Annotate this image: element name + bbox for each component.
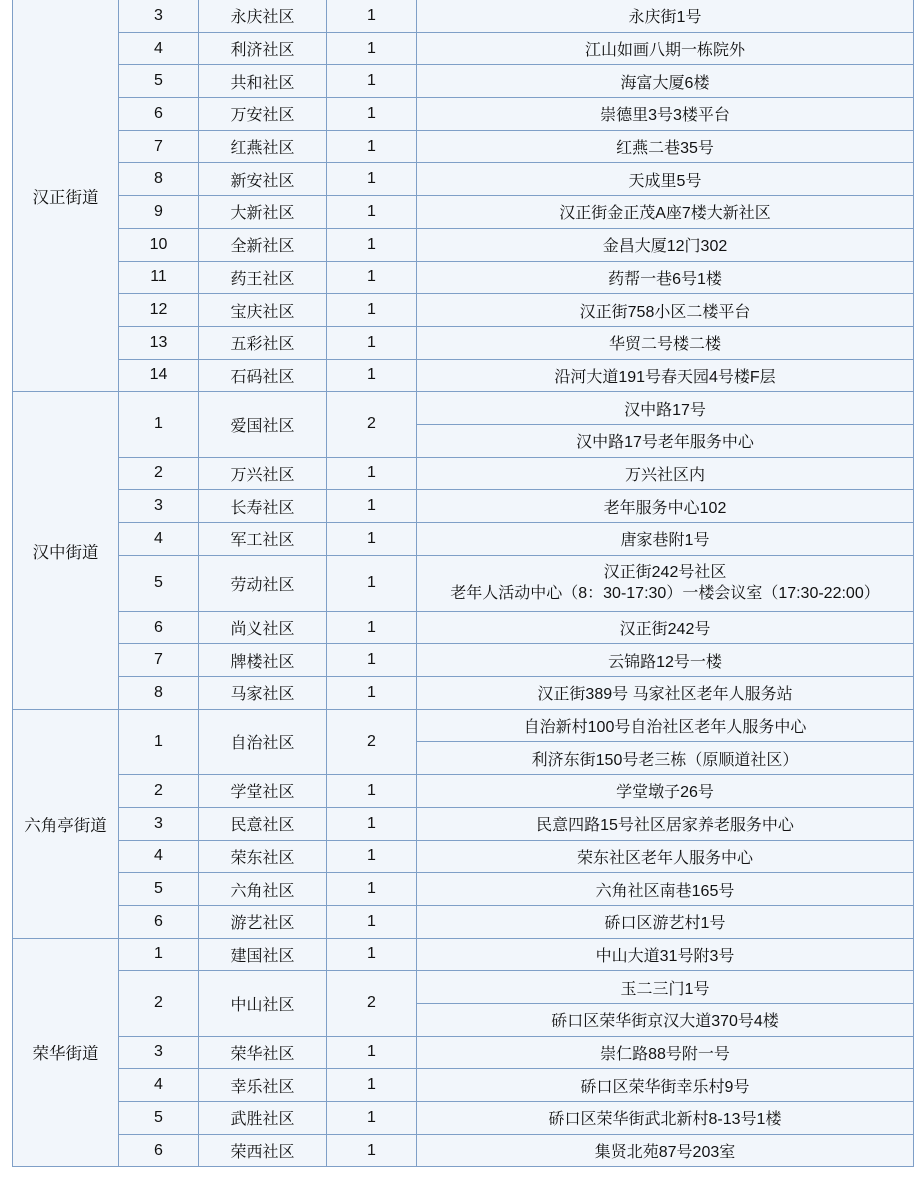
- address-cell: 学堂墩子26号: [417, 775, 914, 808]
- community-name-cell: 全新社区: [199, 228, 327, 261]
- table-row: [13, 611, 914, 644]
- site-count-cell: 1: [327, 523, 417, 556]
- table-row: [13, 1069, 914, 1102]
- site-count-cell: 1: [327, 326, 417, 359]
- community-name-cell: 武胜社区: [199, 1102, 327, 1135]
- table-row: [13, 1036, 914, 1069]
- row-number-cell: 7: [119, 130, 199, 163]
- community-name-cell: 游艺社区: [199, 905, 327, 938]
- row-number-cell: 2: [119, 457, 199, 490]
- community-name-cell: 学堂社区: [199, 775, 327, 808]
- site-count-cell: 1: [327, 775, 417, 808]
- community-name-cell: 六角社区: [199, 873, 327, 906]
- address-cell: 硚口区荣华街幸乐村9号: [417, 1069, 914, 1102]
- row-number-cell: 3: [119, 490, 199, 523]
- site-count-cell: 1: [327, 644, 417, 677]
- table-row: [13, 0, 914, 32]
- site-count-cell: 1: [327, 873, 417, 906]
- row-number-cell: 13: [119, 326, 199, 359]
- community-name-cell: 共和社区: [199, 65, 327, 98]
- row-number-cell: 6: [119, 611, 199, 644]
- testing-sites-table: [12, 0, 914, 1167]
- row-number-cell: 6: [119, 905, 199, 938]
- site-count-cell: 1: [327, 1134, 417, 1167]
- community-name-cell: 石码社区: [199, 359, 327, 392]
- table-row: [13, 709, 914, 742]
- site-count-cell: 1: [327, 359, 417, 392]
- row-number-cell: 3: [119, 0, 199, 32]
- row-number-cell: 4: [119, 32, 199, 65]
- site-count-cell: 1: [327, 840, 417, 873]
- row-number-cell: 5: [119, 1102, 199, 1135]
- address-cell: 永庆街1号: [417, 0, 914, 32]
- table-row: [13, 971, 914, 1004]
- site-count-cell: 1: [327, 261, 417, 294]
- site-count-cell: 1: [327, 905, 417, 938]
- address-cell: 汉中路17号: [417, 392, 914, 425]
- address-cell: 硚口区荣华街京汉大道370号4楼: [417, 1003, 914, 1036]
- community-name-cell: 红燕社区: [199, 130, 327, 163]
- address-cell: 沿河大道191号春天园4号楼F层: [417, 359, 914, 392]
- site-count-cell: 1: [327, 1069, 417, 1102]
- community-name-cell: 新安社区: [199, 163, 327, 196]
- site-count-cell: 1: [327, 65, 417, 98]
- address-cell: 硚口区荣华街武北新村8-13号1楼: [417, 1102, 914, 1135]
- address-cell: 江山如画八期一栋院外: [417, 32, 914, 65]
- address-cell: 海富大厦6楼: [417, 65, 914, 98]
- address-cell: 汉正街758小区二楼平台: [417, 294, 914, 327]
- row-number-cell: 9: [119, 196, 199, 229]
- site-count-cell: 2: [327, 709, 417, 774]
- address-cell: 汉正街242号社区 老年人活动中心（8：30-17:30）一楼会议室（17:30-22:00）: [417, 555, 914, 611]
- row-number-cell: 14: [119, 359, 199, 392]
- table-row: [13, 326, 914, 359]
- table-row: [13, 98, 914, 131]
- community-name-cell: 建国社区: [199, 938, 327, 971]
- street-name-cell: 汉正街道: [13, 0, 119, 392]
- row-number-cell: 11: [119, 261, 199, 294]
- table-row: [13, 644, 914, 677]
- address-cell: 崇仁路88号附一号: [417, 1036, 914, 1069]
- table-row: [13, 261, 914, 294]
- site-count-cell: 1: [327, 1036, 417, 1069]
- address-cell: 红燕二巷35号: [417, 130, 914, 163]
- row-number-cell: 2: [119, 775, 199, 808]
- community-name-cell: 中山社区: [199, 971, 327, 1036]
- community-name-cell: 自治社区: [199, 709, 327, 774]
- community-name-cell: 利济社区: [199, 32, 327, 65]
- community-name-cell: 荣东社区: [199, 840, 327, 873]
- community-name-cell: 荣西社区: [199, 1134, 327, 1167]
- address-cell: 云锦路12号一楼: [417, 644, 914, 677]
- site-count-cell: 1: [327, 1102, 417, 1135]
- address-cell: 中山大道31号附3号: [417, 938, 914, 971]
- table-row: [13, 294, 914, 327]
- address-cell: 老年服务中心102: [417, 490, 914, 523]
- street-name-cell: 六角亭街道: [13, 709, 119, 938]
- table-row: [13, 873, 914, 906]
- row-number-cell: 3: [119, 807, 199, 840]
- row-number-cell: 4: [119, 523, 199, 556]
- row-number-cell: 4: [119, 1069, 199, 1102]
- street-name-cell: 荣华街道: [13, 938, 119, 1167]
- row-number-cell: 5: [119, 873, 199, 906]
- site-count-cell: 1: [327, 228, 417, 261]
- community-name-cell: 大新社区: [199, 196, 327, 229]
- site-count-cell: 1: [327, 98, 417, 131]
- address-cell: 万兴社区内: [417, 457, 914, 490]
- table-row: [13, 392, 914, 425]
- address-cell: 金昌大厦12门302: [417, 228, 914, 261]
- table-row: [13, 775, 914, 808]
- community-name-cell: 马家社区: [199, 677, 327, 710]
- table-row: [13, 130, 914, 163]
- table-row: [13, 228, 914, 261]
- community-name-cell: 永庆社区: [199, 0, 327, 32]
- address-cell: 荣东社区老年人服务中心: [417, 840, 914, 873]
- table-row: [13, 65, 914, 98]
- row-number-cell: 1: [119, 709, 199, 774]
- site-count-cell: 2: [327, 971, 417, 1036]
- address-cell: 药帮一巷6号1楼: [417, 261, 914, 294]
- row-number-cell: 1: [119, 392, 199, 457]
- row-number-cell: 3: [119, 1036, 199, 1069]
- community-name-cell: 万兴社区: [199, 457, 327, 490]
- address-cell: 硚口区游艺村1号: [417, 905, 914, 938]
- row-number-cell: 1: [119, 938, 199, 971]
- site-count-cell: 1: [327, 677, 417, 710]
- site-count-cell: 1: [327, 807, 417, 840]
- address-cell: 集贤北苑87号203室: [417, 1134, 914, 1167]
- address-cell: 汉正街389号 马家社区老年人服务站: [417, 677, 914, 710]
- address-cell: 玉二三门1号: [417, 971, 914, 1004]
- address-cell: 崇德里3号3楼平台: [417, 98, 914, 131]
- address-cell: 汉正街242号: [417, 611, 914, 644]
- community-name-cell: 幸乐社区: [199, 1069, 327, 1102]
- community-name-cell: 药王社区: [199, 261, 327, 294]
- site-count-cell: 1: [327, 490, 417, 523]
- site-count-cell: 1: [327, 555, 417, 611]
- street-name-cell: 汉中街道: [13, 392, 119, 710]
- site-count-cell: 1: [327, 196, 417, 229]
- site-count-cell: 1: [327, 0, 417, 32]
- community-name-cell: 民意社区: [199, 807, 327, 840]
- table-row: [13, 938, 914, 971]
- row-number-cell: 6: [119, 98, 199, 131]
- row-number-cell: 5: [119, 555, 199, 611]
- row-number-cell: 12: [119, 294, 199, 327]
- community-name-cell: 长寿社区: [199, 490, 327, 523]
- table-row: [13, 457, 914, 490]
- address-cell: 六角社区南巷165号: [417, 873, 914, 906]
- table-row: [13, 555, 914, 611]
- site-count-cell: 1: [327, 130, 417, 163]
- community-name-cell: 荣华社区: [199, 1036, 327, 1069]
- site-count-cell: 1: [327, 611, 417, 644]
- address-cell: 唐家巷附1号: [417, 523, 914, 556]
- row-number-cell: 7: [119, 644, 199, 677]
- table-row: [13, 905, 914, 938]
- site-count-cell: 1: [327, 457, 417, 490]
- table-row: [13, 196, 914, 229]
- table-row: [13, 490, 914, 523]
- address-cell: 民意四路15号社区居家养老服务中心: [417, 807, 914, 840]
- row-number-cell: 8: [119, 163, 199, 196]
- site-count-cell: 1: [327, 32, 417, 65]
- site-count-cell: 1: [327, 163, 417, 196]
- table-row: [13, 163, 914, 196]
- row-number-cell: 8: [119, 677, 199, 710]
- table-row: [13, 840, 914, 873]
- table-row: [13, 677, 914, 710]
- community-name-cell: 尚义社区: [199, 611, 327, 644]
- site-count-cell: 1: [327, 938, 417, 971]
- row-number-cell: 10: [119, 228, 199, 261]
- address-cell: 汉中路17号老年服务中心: [417, 424, 914, 457]
- community-name-cell: 万安社区: [199, 98, 327, 131]
- table-row: [13, 359, 914, 392]
- address-cell: 天成里5号: [417, 163, 914, 196]
- table-row: [13, 807, 914, 840]
- community-name-cell: 五彩社区: [199, 326, 327, 359]
- community-name-cell: 牌楼社区: [199, 644, 327, 677]
- site-count-cell: 2: [327, 392, 417, 457]
- address-cell: 自治新村100号自治社区老年人服务中心: [417, 709, 914, 742]
- community-name-cell: 爱国社区: [199, 392, 327, 457]
- table-row: [13, 1102, 914, 1135]
- community-name-cell: 宝庆社区: [199, 294, 327, 327]
- row-number-cell: 2: [119, 971, 199, 1036]
- row-number-cell: 6: [119, 1134, 199, 1167]
- address-cell: 华贸二号楼二楼: [417, 326, 914, 359]
- address-cell: 利济东街150号老三栋（原顺道社区）: [417, 742, 914, 775]
- row-number-cell: 4: [119, 840, 199, 873]
- community-name-cell: 军工社区: [199, 523, 327, 556]
- table-body: [13, 0, 914, 1167]
- address-cell: 汉正街金正茂A座7楼大新社区: [417, 196, 914, 229]
- table-row: [13, 523, 914, 556]
- table-row: [13, 1134, 914, 1167]
- site-count-cell: 1: [327, 294, 417, 327]
- community-name-cell: 劳动社区: [199, 555, 327, 611]
- table-row: [13, 32, 914, 65]
- row-number-cell: 5: [119, 65, 199, 98]
